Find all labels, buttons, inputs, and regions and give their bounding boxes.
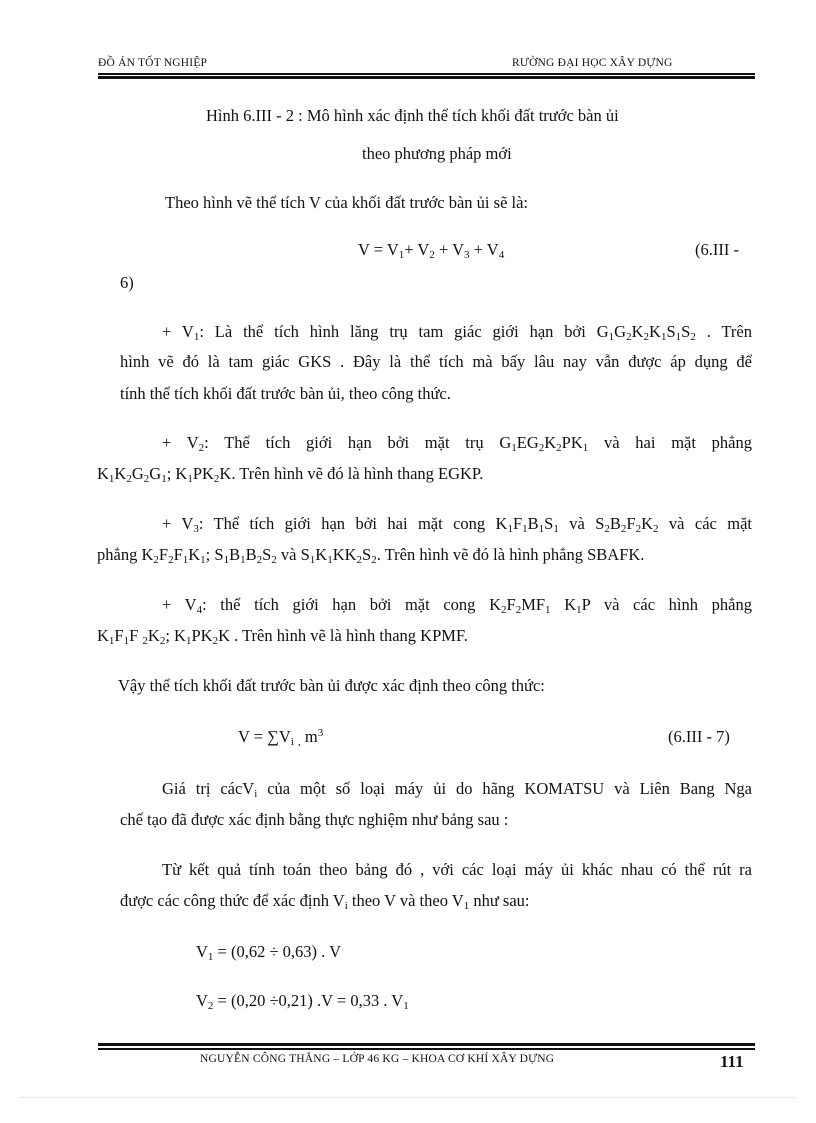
formula-v2: $V_2 = (0,20 \div 0,21) .V = 0,33$ . $V_1$ [196,991,409,1012]
equation-6-label-continued: 6) [120,273,134,292]
results-line2: được các công thức để xác định $V_i$ theo V và theo $V_1$ như sau: [120,891,530,912]
header-rule-thick [98,76,755,79]
equation-7: $V = \sum V_i$ $_,$ $m^3$ [238,727,324,748]
v4-line1: + $V_4$: thể tích giới hạn bởi mặt cong $K_2F_2MF_1$ $K_1P$ và các hình phẳng [162,595,752,616]
v4-line2: $K_1F_1F$ $_2K_2$; $K_1PK_2K$ . Trên hình vẽ là hình thang KPMF. [97,626,468,647]
values-line2: chế tạo đã được xác định bằng thực nghiệm như bảng sau : [120,810,509,829]
conclusion-paragraph: Vậy thể tích khối đất trước bàn ủi được xác định theo công thức: [118,676,545,695]
v3-line1: + $V_3$: Thể tích giới hạn bởi hai mặt cong $K_1F_1B_1S_1$ và $S_2B_2F_2K_2$ và các mặt [162,514,752,535]
figure-caption-line2: theo phương pháp mới [362,144,512,163]
v1-line1: + $V_1$: Là thể tích hình lăng trụ tam giác giới hạn bởi $G_1G_2K_2K_1S_1S_2$ . Trên [162,322,752,343]
footer-rule-thick [98,1043,755,1046]
footer-text: NGUYỄN CÔNG THẮNG – LỚP 46 KG – KHOA CƠ KHÍ XÂY DỰNG [200,1053,555,1065]
equation-7-label: (6.III - 7) [668,727,730,746]
v2-line2: $K_1K_2G_2G_1$; $K_1PK_2K$. Trên hình vẽ đó là hình thang EGKP. [97,464,484,485]
footer-rule-thin [98,1048,755,1050]
header-right: RƯỜNG ĐẠI HỌC XÂY DỰNG [512,57,673,69]
header-rule-thin [98,73,755,75]
page-number: 111 [720,1052,744,1071]
header-left: ĐỒ ÁN TỐT NGHIỆP [98,57,208,69]
intro-paragraph: Theo hình vẽ thể tích V của khối đất trước bàn ủi sẽ là: [165,193,529,212]
v1-line3: tính thể tích khối đất trước bàn ủi, theo công thức. [120,384,451,403]
v3-line2: phẳng $K_2F_2F_1K_1$; $S_1B_1B_2S_2$ và $S_1K_1KK_2S_2$. Trên hình vẽ đó là hình phẳng SBAFK. [97,545,645,566]
values-line1: Giá trị cácV$_i$ của một số loại máy ủi do hãng KOMATSU và Liên Bang Nga [162,779,753,800]
figure-caption-line1: Hình 6.III - 2 : Mô hình xác định thể tích khối đất trước bàn ủi [206,106,619,125]
bottom-dotted-line [20,1097,796,1098]
results-line1: Từ kết quả tính toán theo bảng đó , với các loại máy ủi khác nhau có thể rút ra [162,860,752,879]
equation-6: $V = V_1+ V_2 + V_3 + V_4$ [358,240,505,261]
v2-line1: + $V_2$: Thể tích giới hạn bởi mặt trụ $G_1EG_2K_2PK_1$ và hai mặt phẳng [162,433,752,454]
v1-line2: hình vẽ đó là tam giác GKS . Đây là thể tích mà bấy lâu nay vẫn được áp dụng để [120,352,752,371]
formula-v1: $V_1 = (0,62 \div 0,63)$ . V [196,942,342,963]
equation-6-label: (6.III - [695,240,739,259]
